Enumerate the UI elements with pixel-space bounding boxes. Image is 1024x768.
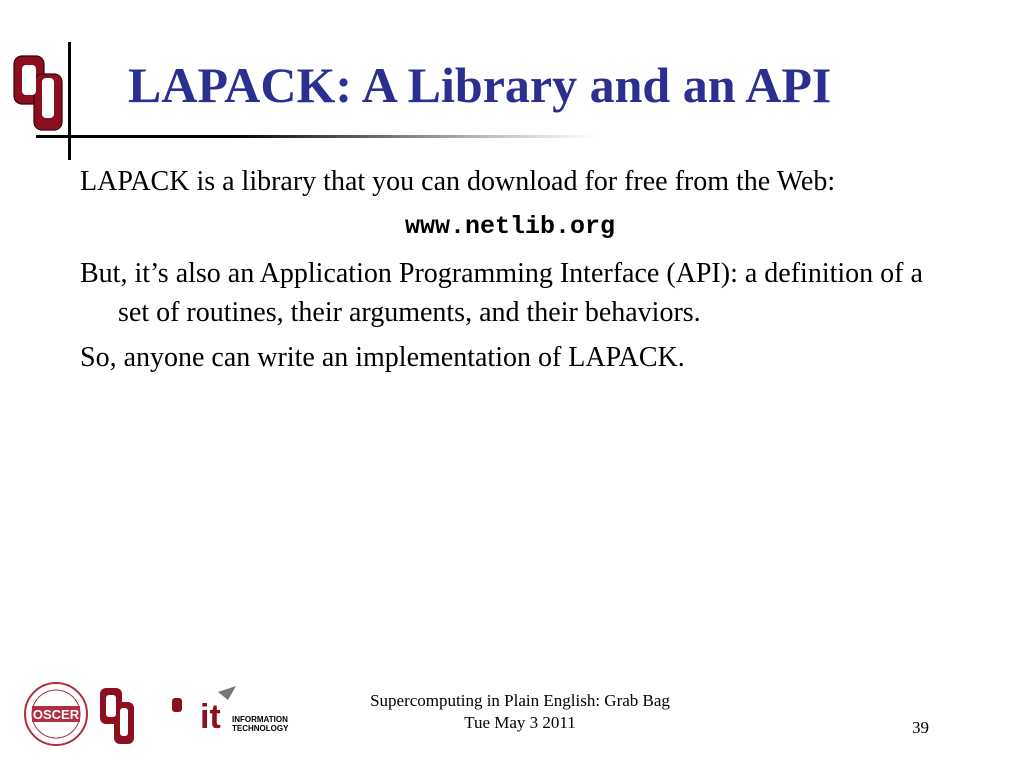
- netlib-url: www.netlib.org: [404, 212, 616, 241]
- ou-logo-icon: [8, 48, 66, 138]
- horizontal-rule: [36, 135, 596, 138]
- svg-text:TECHNOLOGY: TECHNOLOGY: [232, 724, 289, 733]
- paragraph-3: So, anyone can write an implementation of LAPACK.: [80, 342, 685, 373]
- paragraph-1: LAPACK is a library that you can download for free from the Web:: [80, 166, 836, 197]
- footer-date: Tue May 3 2011: [464, 713, 576, 732]
- footer: [300, 690, 740, 734]
- svg-text:OSCER: OSCER: [32, 707, 80, 722]
- slide-title: LAPACK: A Library and an API: [128, 57, 832, 113]
- footer-logos: [22, 680, 292, 750]
- page-number: 39: [912, 718, 929, 737]
- vertical-rule: [68, 42, 71, 160]
- ou-logo-small-icon: [100, 688, 134, 744]
- it-logo-icon: [172, 686, 289, 736]
- slide-body: [80, 162, 940, 383]
- svg-text:INFORMATION: INFORMATION: [232, 715, 288, 724]
- svg-text:it: it: [200, 698, 221, 736]
- footer-title: Supercomputing in Plain English: Grab Bag: [370, 691, 670, 710]
- oscer-seal-icon: [25, 683, 87, 745]
- paragraph-2: But, it’s also an Application Programming Interface (API): a definition of a set of routines, their arguments, and their behaviors.: [80, 258, 923, 328]
